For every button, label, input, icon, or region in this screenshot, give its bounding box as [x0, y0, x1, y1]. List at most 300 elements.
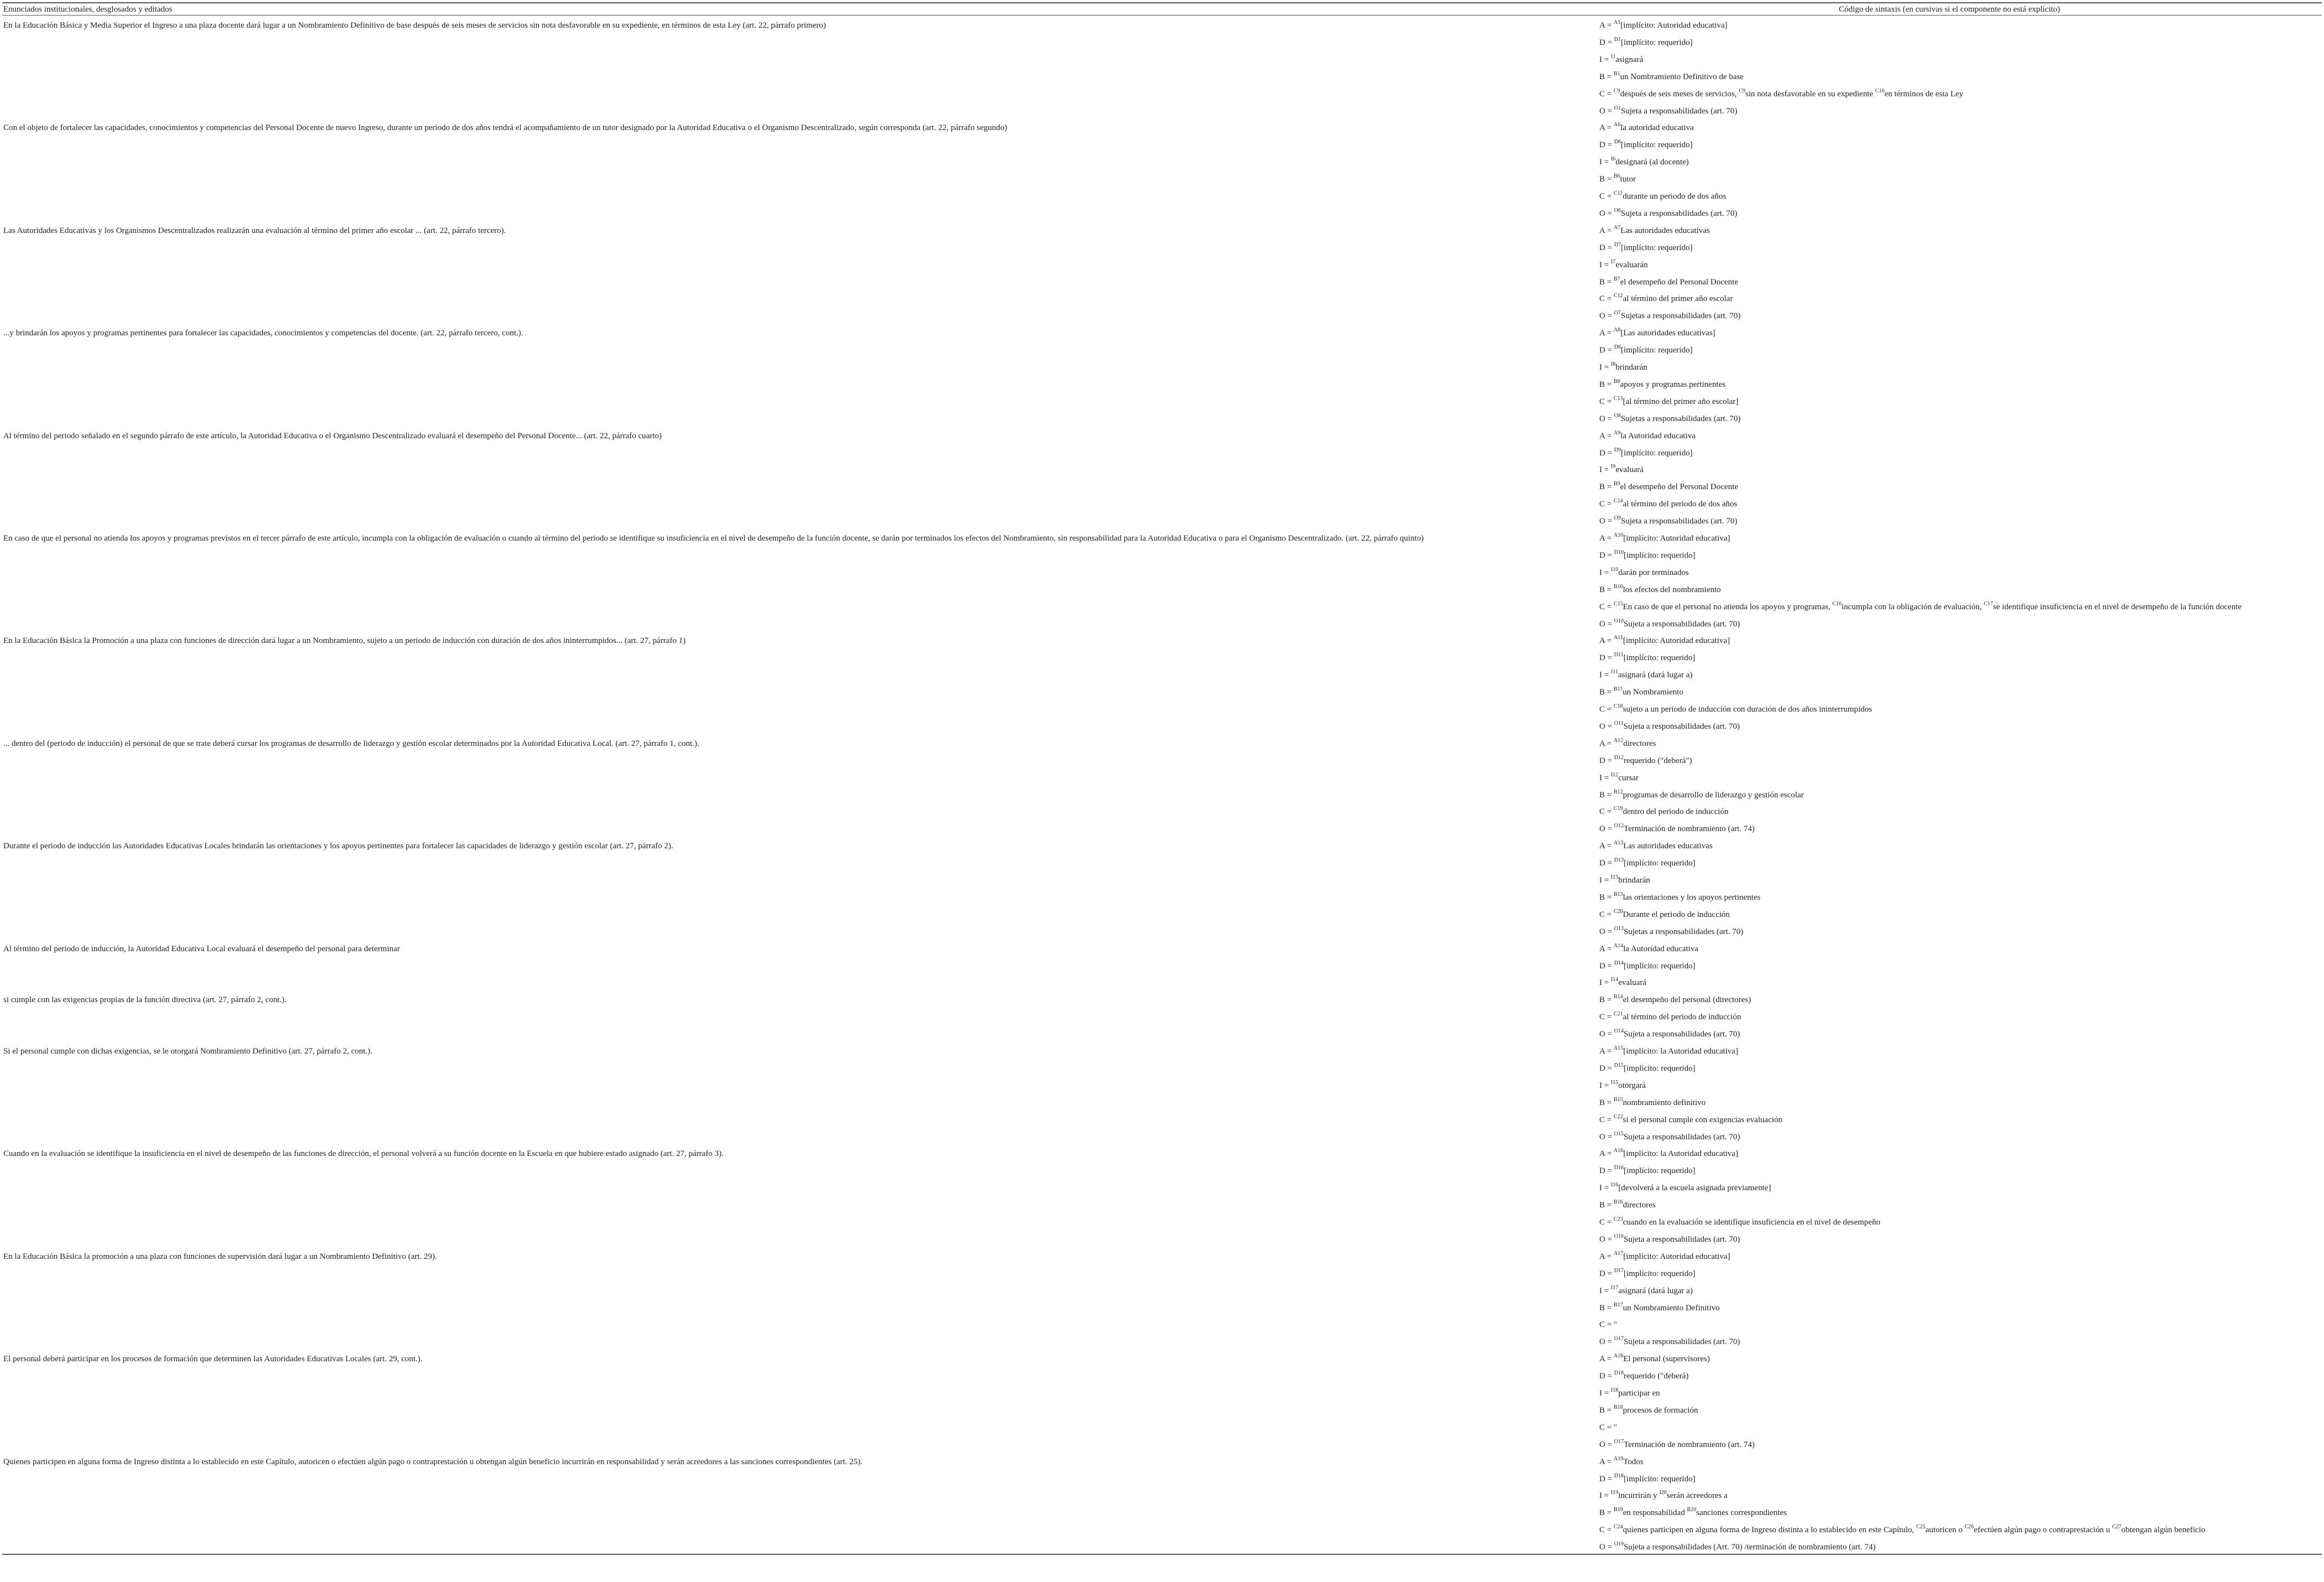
component-text: evaluará	[1618, 978, 1647, 988]
component-key: I =	[1599, 978, 1611, 988]
statement-text: En la Educación Básica la promoción a una plaza con funciones de supervisión dará lugar a un Nombramiento Definitivo (art. 29).	[3, 1252, 437, 1261]
syntax-code-line	[1599, 807, 1728, 816]
component-code: A6	[1613, 122, 1621, 128]
component-code: A11	[1613, 635, 1623, 641]
component-text: incumpla con la obligación de evaluación,	[1841, 602, 1984, 611]
component-key: D =	[1599, 448, 1614, 458]
component-key: B =	[1599, 790, 1614, 800]
component-key: I =	[1599, 465, 1611, 475]
component-code: C17	[1983, 600, 1993, 607]
component-text: Terminación de nombramiento (art. 74)	[1624, 824, 1755, 834]
component-code: C27	[2112, 1524, 2122, 1531]
component-code: B13	[1613, 891, 1623, 898]
component-key: D =	[1599, 551, 1614, 560]
statement-text: Con el objeto de fortalecer las capacidades, conocimientos y competencias del Personal Docente de nuevo Ingreso, durante un periodo de dos años tendrá el acompañamiento de un tutor designado por la Autoridad Educativa o el Organismo Descentralizado, según corresponda (art. 22, párrafo segundo)	[3, 123, 1007, 133]
component-code: I14	[1610, 977, 1619, 983]
component-code: C19	[1613, 806, 1623, 812]
component-text: [Las autoridades educativas]	[1620, 329, 1715, 338]
component-text: Sujetas a responsabilidades (art. 70)	[1621, 312, 1741, 321]
component-text: la Autoridad educativa	[1620, 431, 1696, 440]
component-key: A =	[1599, 123, 1614, 133]
component-text: [implícito: requerido]	[1621, 346, 1693, 355]
syntax-code-line	[1599, 1472, 1696, 1484]
component-code: O17	[1614, 1336, 1624, 1342]
component-text: el desempeño del personal (directores)	[1623, 995, 1751, 1005]
syntax-code-line	[1599, 258, 1648, 269]
component-code: B16	[1613, 1199, 1623, 1206]
component-text: programas de desarrollo de liderazgo y gestión escolar	[1623, 790, 1804, 800]
component-text: [implícito: requerido]	[1624, 961, 1696, 971]
component-code: A10	[1613, 532, 1624, 538]
syntax-code-line	[1599, 653, 1695, 662]
component-code: A19	[1613, 1455, 1624, 1462]
syntax-code-line	[1599, 959, 1696, 971]
statement-text: Durante el periodo de inducción las Autoridades Educativas Locales brindarán las orientaciones y los apoyos pertinentes para fortalecer las capacidades de liderazgo y gestión escolar (art. 27, párrafo 2).	[3, 842, 673, 851]
component-key: A =	[1599, 944, 1614, 953]
syntax-code-line	[1599, 791, 1804, 800]
syntax-code-line	[1599, 1098, 1706, 1107]
component-code: O12	[1614, 823, 1624, 829]
component-text: designará (al docente)	[1615, 158, 1689, 167]
syntax-code-line	[1599, 1184, 1771, 1192]
component-key: B =	[1599, 1405, 1614, 1415]
syntax-code-line	[1599, 209, 1737, 218]
syntax-code-line	[1599, 1201, 1656, 1210]
component-code: O8	[1614, 412, 1621, 419]
component-code: A16	[1613, 1148, 1624, 1154]
component-text: si el personal cumple con exigencias evaluación	[1623, 1115, 1782, 1124]
component-text: las orientaciones y los apoyos pertinentes	[1623, 893, 1761, 902]
component-text: [implícito: requerido]	[1621, 243, 1693, 252]
syntax-code-line	[1599, 500, 1737, 509]
syntax-code-line	[1599, 756, 1692, 765]
component-key: O =	[1599, 1235, 1614, 1244]
syntax-code-line	[1599, 72, 1744, 81]
component-code: O14	[1614, 1028, 1624, 1035]
syntax-code-line	[1599, 87, 1963, 98]
syntax-code-line	[1599, 1113, 1782, 1124]
component-text: En caso de que el personal no atienda los apoyos y programas,	[1623, 602, 1833, 611]
syntax-code-line	[1599, 771, 1639, 782]
component-code: I15	[1610, 1079, 1619, 1086]
component-key: O =	[1599, 1440, 1614, 1449]
component-code: O10	[1614, 618, 1624, 624]
statement-text: El personal deberá participar en los procesos de formación que determinen las Autoridades Educativas Locales (art. 29, cont.).	[3, 1355, 423, 1364]
component-text: Sujeta a responsabilidades (art. 70)	[1624, 1235, 1740, 1244]
component-key: C =	[1599, 397, 1614, 406]
component-key: B =	[1599, 175, 1614, 184]
component-text: la Autoridad educativa	[1623, 944, 1698, 953]
syntax-code-line	[1599, 380, 1725, 389]
component-text: [implícito: Autoridad educativa]	[1620, 21, 1728, 30]
component-text: sanciones correspondientes	[1696, 1508, 1787, 1518]
syntax-code-line	[1599, 1218, 1880, 1227]
syntax-code-line	[1599, 1389, 1660, 1398]
component-code: A18	[1613, 1353, 1624, 1360]
component-text: brindarán	[1618, 876, 1650, 885]
component-text: Todos	[1623, 1457, 1644, 1466]
syntax-code-line	[1599, 1508, 1787, 1517]
component-code: C10	[1875, 87, 1885, 94]
syntax-code-line	[1599, 141, 1693, 149]
component-key: B =	[1599, 1098, 1614, 1107]
component-code: B6	[1613, 173, 1620, 180]
component-code: I7	[1610, 258, 1616, 265]
component-text: requerido ("deberá)	[1624, 1372, 1689, 1381]
component-text: asignará (dará lugar a)	[1618, 1286, 1693, 1295]
component-text: sujeto a un periodo de inducción con duración de dos años ininterrumpidos	[1623, 705, 1872, 714]
component-key: C =	[1599, 192, 1614, 201]
syntax-code-line	[1599, 739, 1656, 748]
syntax-code-line	[1599, 1013, 1741, 1021]
syntax-code-line	[1599, 329, 1715, 338]
header-left: Enunciados institucionales, desglosados y editados	[3, 5, 173, 14]
component-key: O =	[1599, 1543, 1614, 1552]
component-code: O17	[1614, 1438, 1624, 1445]
component-text: darán por terminados	[1618, 568, 1689, 577]
component-text: Sujeta a responsabilidades (art. 70)	[1621, 209, 1738, 218]
syntax-code-line	[1599, 1526, 2205, 1534]
syntax-code-line	[1599, 429, 1696, 440]
syntax-code-line	[1599, 722, 1740, 731]
component-key: D =	[1599, 756, 1614, 765]
syntax-code-line	[1599, 534, 1730, 543]
component-key: O =	[1599, 209, 1614, 218]
component-key: I =	[1599, 671, 1611, 680]
component-code: C15	[1613, 600, 1623, 607]
syntax-code-line	[1599, 942, 1698, 953]
component-code: O15	[1614, 1130, 1624, 1137]
syntax-code-line	[1599, 1269, 1696, 1278]
component-text: [implícito: requerido]	[1621, 141, 1693, 150]
component-key: C =	[1599, 1526, 1614, 1535]
syntax-code-line	[1599, 620, 1740, 629]
component-code: O19	[1614, 1541, 1624, 1548]
component-code: B9	[1613, 481, 1620, 487]
component-key: I =	[1599, 55, 1611, 64]
component-code: B10	[1613, 583, 1623, 590]
syntax-code-line	[1599, 551, 1696, 560]
component-text: Sujeta a responsabilidades (art. 70)	[1624, 1132, 1740, 1142]
syntax-code-line	[1599, 294, 1733, 303]
syntax-code-line	[1599, 585, 1721, 594]
component-key: I =	[1599, 568, 1611, 577]
component-text: nombramiento definitivo	[1623, 1098, 1706, 1107]
component-key: I =	[1599, 876, 1611, 885]
syntax-code-line	[1599, 600, 2242, 611]
component-text: efectúen algún pago o contraprestación u	[1974, 1526, 2112, 1535]
component-text: cuando en la evaluación se identifique insuficiencia en el nivel de desempeño	[1623, 1218, 1880, 1227]
syntax-code-line	[1599, 1284, 1693, 1295]
syntax-code-line	[1599, 1320, 1617, 1329]
statement-text: Cuando en la evaluación se identifique la insuficiencia en el nivel de desempeño de las funciones de dirección, el personal volverá a su función docente en la Escuela en que hubiere estado asignado (art. 27, párrafo 3).	[3, 1149, 724, 1159]
syntax-code-line	[1599, 824, 1755, 833]
syntax-code-line	[1599, 1372, 1688, 1381]
component-key: D =	[1599, 1269, 1614, 1278]
syntax-code-line	[1599, 158, 1689, 167]
syntax-code-line	[1599, 1047, 1738, 1056]
component-code: D6	[1614, 139, 1621, 146]
component-code: D16	[1614, 1165, 1624, 1171]
component-text: tutor	[1620, 175, 1636, 184]
component-code: B1	[1613, 70, 1620, 77]
component-key: C =	[1599, 910, 1614, 919]
component-code: I6	[1610, 156, 1616, 163]
component-code: D8	[1614, 344, 1621, 351]
component-code: O11	[1614, 720, 1624, 727]
component-text: otorgará	[1618, 1081, 1646, 1090]
component-text: serán acreedores a	[1666, 1491, 1728, 1501]
component-key: B =	[1599, 277, 1614, 287]
syntax-code-line	[1599, 1440, 1755, 1449]
component-key: A =	[1599, 431, 1614, 440]
component-text: Sujetas a responsabilidades (art. 70)	[1621, 414, 1741, 423]
component-key: I =	[1599, 1184, 1611, 1193]
component-code: I17	[1610, 1284, 1619, 1291]
component-key: A =	[1599, 329, 1614, 338]
syntax-code-line	[1599, 910, 1730, 919]
component-key: O =	[1599, 517, 1614, 526]
component-code: C11	[1613, 190, 1623, 196]
syntax-code-line	[1599, 363, 1647, 372]
component-text: apoyos y programas pertinentes	[1620, 380, 1726, 389]
component-text: asignará (dará lugar a)	[1618, 671, 1693, 680]
component-code: B17	[1613, 1301, 1623, 1308]
component-text: la autoridad educativa	[1620, 123, 1694, 133]
component-key: O =	[1599, 824, 1614, 834]
syntax-code-line	[1599, 1355, 1710, 1363]
syntax-code-line	[1599, 927, 1743, 936]
component-code: C16	[1832, 600, 1842, 607]
component-code: D9	[1614, 447, 1621, 453]
statement-text: Quienes participen en alguna forma de Ingreso distinta a lo establecido en este Capítulo, autoricen o efectúen algún pago o contraprestación u obtengan algún beneficio incurrirán en responsabilidad y serán acreedores a las sanciones correspondientes (art. 25).	[3, 1457, 863, 1466]
component-key: O =	[1599, 312, 1614, 321]
syntax-code-line	[1599, 107, 1737, 116]
syntax-code-line	[1599, 483, 1738, 491]
component-key: B =	[1599, 1508, 1614, 1518]
component-text: evaluarán	[1615, 260, 1648, 269]
statement-text: En caso de que el personal no atienda los apoyos y programas previstos en el tercer párrafo de este artículo, incumpla con la obligación de evaluación o cuando al término del periodo se identifique su insuficiencia en el nivel de desempeño de la función docente, se darán por terminados los efectos del Nombramiento, sin responsabilidad para la Autoridad Educativa o para el Organismo Descentralizado. (art. 22, párrafo quinto)	[3, 534, 1424, 543]
component-key: A =	[1599, 636, 1614, 646]
syntax-code-line	[1599, 1491, 1728, 1500]
syntax-code-line	[1599, 842, 1713, 850]
component-code: C23	[1613, 1216, 1623, 1222]
component-key: B =	[1599, 72, 1614, 81]
component-code: A14	[1613, 942, 1624, 949]
syntax-code-line	[1599, 465, 1644, 474]
component-code: D14	[1614, 959, 1624, 966]
component-key: A =	[1599, 21, 1614, 30]
component-code: I8	[1610, 361, 1616, 367]
component-text: en términos de esta Ley	[1884, 89, 1963, 98]
component-code: O1	[1614, 105, 1621, 111]
component-text: quienes participen en alguna forma de Ingreso distinta a lo establecido en este Capítulo,	[1623, 1526, 1916, 1535]
component-code: C26	[1964, 1524, 1974, 1531]
syntax-code-line	[1599, 278, 1738, 287]
statement-text: Si el personal cumple con dichas exigencias, se le otorgará Nombramiento Definitivo (art. 27, párrafo 2, cont.).	[3, 1047, 373, 1056]
component-text: directores	[1623, 739, 1656, 748]
syntax-code-line	[1599, 517, 1737, 526]
component-code: A9	[1613, 429, 1621, 436]
syntax-code-line	[1599, 1252, 1730, 1261]
component-key: C =	[1599, 294, 1614, 304]
component-code: B12	[1613, 789, 1623, 795]
component-key: O =	[1599, 722, 1614, 731]
component-key: I =	[1599, 158, 1611, 167]
component-code: I19	[1610, 1490, 1619, 1496]
component-key: I =	[1599, 1389, 1611, 1398]
component-code: D18	[1614, 1370, 1624, 1377]
component-key: O =	[1599, 619, 1614, 629]
component-text: [implícito: requerido]	[1624, 859, 1696, 868]
syntax-code-line	[1599, 1166, 1696, 1175]
component-code: D13	[1614, 857, 1624, 864]
component-text: al término del periodo de inducción	[1623, 1013, 1741, 1022]
component-key: C =	[1599, 1013, 1614, 1022]
component-text: un Nombramiento Definitivo	[1623, 1303, 1720, 1313]
component-text: "	[1613, 1423, 1618, 1432]
component-key: D =	[1599, 346, 1614, 355]
component-key: B =	[1599, 585, 1614, 594]
component-key: A =	[1599, 739, 1614, 748]
syntax-code-line	[1599, 1337, 1740, 1346]
component-key: O =	[1599, 1030, 1614, 1039]
component-code: A15	[1613, 1045, 1624, 1051]
component-text: al término del periodo de dos años	[1623, 500, 1738, 509]
component-key: O =	[1599, 414, 1614, 423]
syntax-code-line	[1599, 1149, 1738, 1158]
statement-text: Al término del periodo de inducción, la Autoridad Educativa Local evaluará el desempeño del personal para determinar	[3, 944, 400, 953]
component-key: O =	[1599, 1337, 1614, 1347]
component-key: C =	[1599, 500, 1614, 509]
component-code: A7	[1613, 224, 1621, 231]
component-code: C14	[1613, 498, 1623, 505]
component-code: D1	[1614, 36, 1621, 43]
component-text: se identifique insuficiencia en el nivel de desempeño de la función docente	[1993, 602, 2242, 611]
component-key: C =	[1599, 705, 1614, 714]
component-key: C =	[1599, 602, 1614, 611]
component-text: Sujetas a responsabilidades (art. 70)	[1624, 927, 1744, 936]
component-text: [implícito: Autoridad educativa]	[1623, 1252, 1730, 1261]
component-text: Sujeta a responsabilidades (art. 70)	[1623, 722, 1740, 731]
component-text: [implícito: requerido]	[1621, 38, 1693, 47]
component-text: requerido ("deberá")	[1624, 756, 1692, 765]
component-key: D =	[1599, 141, 1614, 150]
component-key: I =	[1599, 1491, 1611, 1501]
syntax-code-line	[1599, 55, 1643, 64]
component-code: C9	[1613, 87, 1620, 94]
statement-text: En la Educación Básica y Media Superior el Ingreso a una plaza docente dará lugar a un Nombramiento Definitivo de base después de seis meses de servicios sin nota desfavorable en su expediente, en términos de esta Ley (art. 22, párrafo primero)	[3, 21, 826, 30]
syntax-code-line	[1599, 1543, 1875, 1552]
component-key: O =	[1599, 927, 1614, 936]
syntax-code-line	[1599, 38, 1693, 47]
statement-text: En la Educación Básica la Promoción a una plaza con funciones de dirección dará lugar a un Nombramiento, sujeto a un periodo de inducción con duración de dos años ininterrumpidos... (art. 27, párrafo 1)	[3, 636, 686, 646]
component-code: A12	[1613, 737, 1624, 744]
component-key: A =	[1599, 1149, 1614, 1159]
component-code: O6	[1614, 207, 1621, 214]
component-code: I9	[1610, 464, 1616, 470]
component-text: Las autoridades educativas	[1623, 842, 1713, 851]
component-text: [implícito: requerido]	[1624, 1269, 1696, 1278]
component-key: A =	[1599, 1047, 1614, 1056]
component-code: B15	[1613, 1096, 1623, 1103]
component-code: I1	[1610, 53, 1616, 60]
component-key: C =	[1599, 1423, 1614, 1432]
component-text: [implícito: requerido]	[1624, 1474, 1696, 1484]
component-text: obtengan algún beneficio	[2121, 1526, 2206, 1535]
component-text: autoricen o	[1925, 1526, 1965, 1535]
component-key: C =	[1599, 89, 1614, 98]
component-text: sin nota desfavorable en su expediente	[1745, 89, 1875, 98]
component-text: los efectos del nombramiento	[1623, 585, 1721, 594]
component-code: O16	[1614, 1233, 1624, 1239]
component-key: A =	[1599, 1252, 1614, 1261]
component-key: D =	[1599, 859, 1614, 868]
component-text: brindarán	[1615, 363, 1647, 372]
component-code: C25	[1916, 1524, 1926, 1531]
component-key: O =	[1599, 1132, 1614, 1142]
component-code: I20	[1659, 1490, 1667, 1496]
component-code: D7	[1614, 241, 1621, 248]
statement-text: ... dentro del (periodo de inducción) el personal de que se trate deberá cursar los programas de desarrollo de liderazgo y gestión escolar determinados por la Autoridad Educativa Local. (art. 27, párrafo 1, cont.).	[3, 739, 699, 748]
component-key: I =	[1599, 363, 1611, 372]
component-key: A =	[1599, 842, 1614, 851]
component-key: C =	[1599, 1218, 1614, 1227]
component-text: [implícito: Autoridad educativa]	[1623, 534, 1730, 543]
syntax-code-line	[1599, 1030, 1740, 1039]
component-key: I =	[1599, 260, 1611, 269]
component-key: A =	[1599, 226, 1614, 235]
component-code: D18	[1614, 1472, 1624, 1479]
component-code: D10	[1614, 549, 1624, 556]
component-text: al término del primer año escolar	[1623, 294, 1733, 304]
syntax-code-line	[1599, 192, 1726, 201]
component-key: D =	[1599, 653, 1614, 663]
component-text: El personal (supervisores)	[1623, 1355, 1710, 1364]
component-code: I11	[1610, 669, 1618, 676]
syntax-code-line	[1599, 414, 1740, 423]
component-text: asignará	[1615, 55, 1644, 64]
component-key: D =	[1599, 961, 1614, 971]
syntax-code-line	[1599, 893, 1760, 902]
component-text: [implícito: requerido]	[1623, 653, 1696, 663]
component-code: C22	[1613, 1113, 1623, 1120]
component-text: Sujeta a responsabilidades (Art. 70) /terminación de nombramiento (art. 74)	[1624, 1543, 1876, 1552]
component-text: un Nombramiento	[1623, 688, 1683, 697]
statement-text: si cumple con las exigencias propias de la función directiva (art. 27, párrafo 2, cont.).	[3, 995, 287, 1005]
component-text: cursar	[1618, 773, 1639, 782]
syntax-code-line	[1599, 312, 1740, 320]
component-key: I =	[1599, 1286, 1611, 1295]
component-text: [devolverá a la escuela asignada previamente]	[1618, 1184, 1771, 1193]
component-code: I13	[1610, 874, 1619, 880]
component-text: Sujeta a responsabilidades (art. 70)	[1624, 1030, 1740, 1039]
component-text: Sujeta a responsabilidades (art. 70)	[1621, 106, 1738, 116]
component-code: O7	[1614, 310, 1621, 317]
component-key: B =	[1599, 1303, 1614, 1313]
component-code: I16	[1610, 1182, 1619, 1189]
component-key: C =	[1599, 1115, 1614, 1124]
component-text: un Nombramiento Definitivo de base	[1620, 72, 1744, 81]
syntax-code-line	[1599, 1406, 1698, 1415]
syntax-code-line	[1599, 1081, 1646, 1090]
component-text: procesos de formación	[1623, 1405, 1698, 1415]
syntax-code-line	[1599, 1457, 1644, 1466]
syntax-code-line	[1599, 397, 1738, 406]
component-code: B19	[1613, 1507, 1623, 1513]
component-text: en responsabilidad	[1623, 1508, 1687, 1518]
component-code: D12	[1614, 754, 1624, 761]
